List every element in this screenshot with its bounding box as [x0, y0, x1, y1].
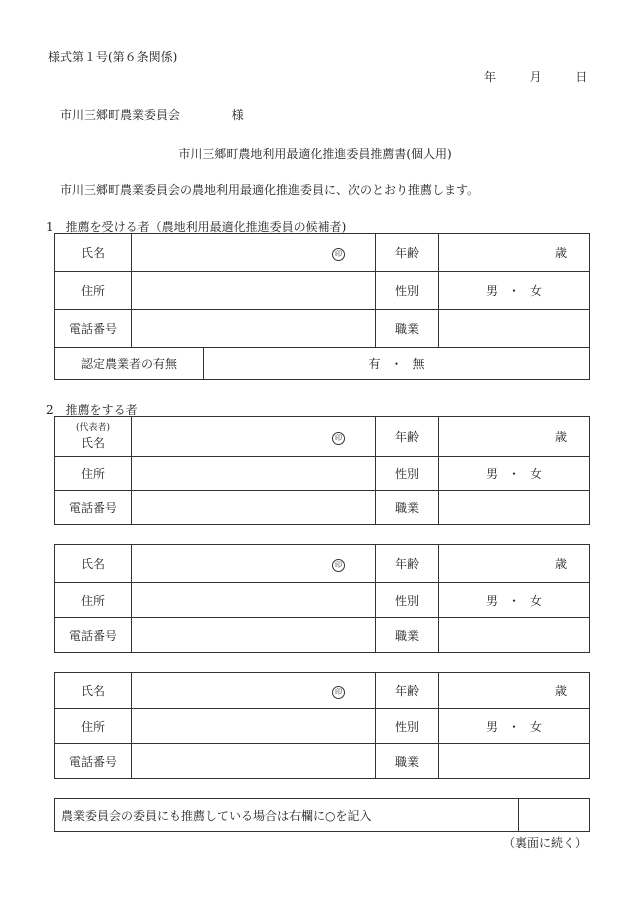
occupation-field[interactable]	[439, 310, 590, 348]
address-field[interactable]	[132, 583, 376, 618]
name-label: 氏名	[55, 234, 132, 272]
date-day: 日	[575, 70, 588, 84]
age-field[interactable]	[439, 545, 590, 583]
name-label: 氏名	[55, 673, 132, 709]
seal-mark: 印	[332, 432, 345, 445]
gender-field[interactable]	[439, 457, 590, 491]
seal-mark: 印	[332, 248, 345, 261]
age-unit: 歳	[554, 684, 567, 698]
seal-mark: 印	[332, 559, 345, 572]
name-label: 氏名	[55, 545, 132, 583]
representative-name-label	[55, 417, 132, 457]
certified-no[interactable]: 無	[412, 357, 425, 371]
gender-female[interactable]: 女	[530, 719, 543, 734]
gender-separator: ・	[507, 719, 520, 734]
age-field[interactable]	[439, 673, 590, 709]
gender-label: 性別	[376, 709, 439, 744]
occupation-field[interactable]	[439, 491, 590, 525]
recommender-table-1	[54, 416, 590, 525]
addressee	[60, 106, 244, 123]
certified-separator: ・	[390, 357, 403, 371]
age-label: 年齢	[376, 234, 439, 272]
occupation-label: 職業	[376, 744, 439, 779]
page-title: 市川三郷町農地利用最適化推進委員推薦書(個人用)	[178, 147, 452, 161]
name-field[interactable]	[132, 673, 376, 709]
occupation-label: 職業	[376, 310, 439, 348]
phone-label: 電話番号	[55, 491, 132, 525]
address-field[interactable]	[132, 709, 376, 744]
gender-field[interactable]	[439, 583, 590, 618]
age-field[interactable]	[439, 234, 590, 272]
gender-female[interactable]: 女	[530, 593, 543, 608]
form-number: 様式第１号(第６条関係)	[48, 50, 178, 64]
gender-label: 性別	[376, 457, 439, 491]
occupation-label: 職業	[376, 618, 439, 653]
age-unit: 歳	[554, 430, 567, 444]
gender-female[interactable]: 女	[530, 467, 543, 481]
date-line	[484, 68, 587, 85]
section1-heading: 1 推薦を受ける者（農地利用最適化推進委員の候補者)	[46, 220, 347, 234]
gender-male[interactable]: 男	[485, 467, 498, 481]
address-label: 住所	[55, 457, 132, 491]
recommender-table-2	[54, 544, 590, 653]
phone-field[interactable]	[132, 618, 376, 653]
representative-label: (代表者)	[75, 422, 111, 433]
name-field[interactable]	[132, 234, 376, 272]
gender-male[interactable]: 男	[485, 593, 498, 608]
occupation-field[interactable]	[439, 618, 590, 653]
age-unit: 歳	[554, 246, 567, 260]
date-month: 月	[529, 70, 542, 84]
phone-field[interactable]	[132, 310, 376, 348]
phone-field[interactable]	[132, 491, 376, 525]
gender-label: 性別	[376, 272, 439, 310]
section2-heading: 2 推薦をする者	[46, 403, 138, 417]
phone-label: 電話番号	[55, 618, 132, 653]
committee-note-table	[54, 798, 590, 832]
seal-mark: 印	[332, 686, 345, 699]
address-field[interactable]	[132, 272, 376, 310]
gender-separator: ・	[507, 593, 520, 608]
name-field[interactable]	[132, 417, 376, 457]
phone-label: 電話番号	[55, 310, 132, 348]
committee-note-label: 農業委員会の委員にも推薦している場合は右欄に○を記入	[55, 799, 519, 832]
gender-male[interactable]: 男	[485, 284, 498, 298]
intro-text: 市川三郷町農業委員会の農地利用最適化推進委員に、次のとおり推薦します。	[60, 183, 480, 197]
gender-field[interactable]	[439, 272, 590, 310]
occupation-field[interactable]	[439, 744, 590, 779]
address-label: 住所	[55, 272, 132, 310]
age-label: 年齢	[376, 417, 439, 457]
date-year: 年	[484, 70, 497, 84]
address-label: 住所	[55, 583, 132, 618]
phone-field[interactable]	[132, 744, 376, 779]
gender-separator: ・	[507, 467, 520, 481]
age-label: 年齢	[376, 545, 439, 583]
addressee-honorific: 様	[231, 108, 244, 122]
certified-farmer-label: 認定農業者の有無	[55, 348, 204, 380]
phone-label: 電話番号	[55, 744, 132, 779]
certified-farmer-field[interactable]	[204, 348, 590, 380]
continued-note: （裏面に続く）	[503, 836, 588, 850]
name-label: 氏名	[80, 435, 105, 450]
gender-male[interactable]: 男	[485, 719, 498, 734]
name-field[interactable]	[132, 545, 376, 583]
candidate-table	[54, 233, 590, 380]
occupation-label: 職業	[376, 491, 439, 525]
gender-separator: ・	[507, 284, 520, 298]
age-field[interactable]	[439, 417, 590, 457]
age-label: 年齢	[376, 673, 439, 709]
committee-note-checkbox[interactable]	[519, 799, 590, 832]
gender-label: 性別	[376, 583, 439, 618]
age-unit: 歳	[554, 557, 567, 571]
gender-female[interactable]: 女	[530, 284, 543, 298]
addressee-name: 市川三郷町農業委員会	[60, 108, 181, 122]
gender-field[interactable]	[439, 709, 590, 744]
recommender-table-3	[54, 672, 590, 779]
address-field[interactable]	[132, 457, 376, 491]
address-label: 住所	[55, 709, 132, 744]
certified-yes[interactable]: 有	[368, 357, 381, 371]
